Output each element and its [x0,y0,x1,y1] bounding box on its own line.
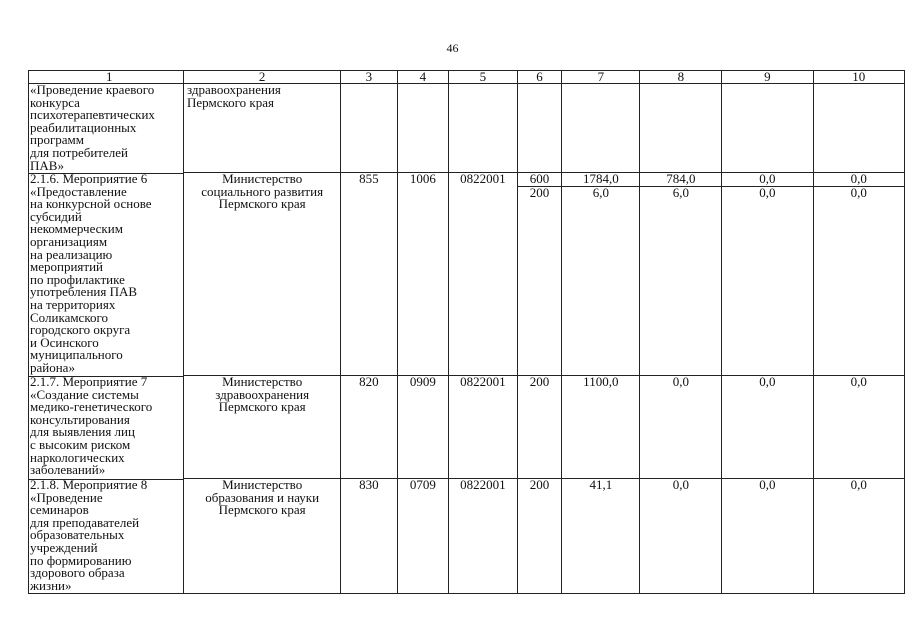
row-4-col9: 0,0 [722,479,813,594]
program-table [183,70,905,594]
row-2-col9-a: 0,0 [759,171,776,186]
header-cell-5: 5 [449,71,518,84]
row-2-col6-a: 600 [529,171,550,186]
row-3-col10: 0,0 [813,376,904,479]
row-3-col3: 820 [341,376,397,479]
header-cell-6: 6 [517,71,562,84]
row-2-col7 [562,173,640,376]
header-cell-3: 3 [341,71,397,84]
row-2-col6 [517,173,562,376]
row-4-col3: 830 [341,479,397,594]
row-4-col4: 0709 [397,479,449,594]
row-2-org: Министерство социального развития Пермского края [184,173,341,376]
page-number: 46 [446,41,459,55]
col1-rule [28,83,183,84]
table-row [184,376,905,479]
row-4-name: 2.1.8. Мероприятие 8 «Проведение семинаров для преподавателей образовательных учреждений по формированию здорового образа жизни» [30,477,148,593]
row-1-col4 [397,84,449,173]
row-4-col7: 41,1 [562,479,640,594]
header-cell-9: 9 [722,71,813,84]
table-row [184,479,905,594]
row-2-col5: 0822001 [449,173,518,376]
row-3-col4: 0909 [397,376,449,479]
row-1-col5 [449,84,518,173]
row-1-col8 [640,84,722,173]
row-2-col7-a: 1784,0 [582,171,619,186]
row-1-col6 [517,84,562,173]
row-2-col3: 855 [341,173,397,376]
row-2-col9 [722,173,813,376]
row-3-name: 2.1.7. Мероприятие 7 «Создание системы медико-генетического консультирования для выявления лиц с высоким риском наркологических заболеваний» [30,374,153,478]
row-3-org: Министерство здравоохранения Пермского края [184,376,341,479]
row-2-col7-b: 6,0 [562,186,639,200]
row-2-col10 [813,173,904,376]
row-1-col9 [722,84,813,173]
row-1-col7 [562,84,640,173]
row-2-col8-a: 784,0 [666,171,696,186]
row-3-col7: 1100,0 [562,376,640,479]
row-1-org: здравоохранения Пермского края [184,84,341,173]
row-4-col10: 0,0 [813,479,904,594]
row-2-col8-b: 6,0 [640,186,721,200]
table-row [184,173,905,376]
header-cell-4: 4 [397,71,449,84]
row-1-name: «Проведение краевого конкурса психотерапевтических реабилитационных программ для потребителей ПАВ» [30,82,155,173]
row-1-col10 [813,84,904,173]
row-3-col5: 0822001 [449,376,518,479]
row-3-col8: 0,0 [640,376,722,479]
row-2-col4: 1006 [397,173,449,376]
row-2-col9-b: 0,0 [722,186,812,200]
row-2-col10-b: 0,0 [814,186,904,200]
col1-rule [28,173,183,174]
row-4-col6: 200 [517,479,562,594]
header-cell-8: 8 [640,71,722,84]
row-3-col9: 0,0 [722,376,813,479]
header-cell-10: 10 [813,71,904,84]
header-cell-7: 7 [562,71,640,84]
row-4-org: Министерство образования и науки Пермского края [184,479,341,594]
row-2-col10-a: 0,0 [850,171,867,186]
header-cell-1: 1 [106,69,113,84]
header-cell-2: 2 [184,71,341,84]
col1-rule [28,479,183,480]
row-2-name: 2.1.6. Мероприятие 6 «Предоставление на конкурсной основе субсидий некоммерческим организациям на реализацию мероприятий по профилактике употребления ПАВ на территориях Соликамского городского округа и Осинского муниципального района» [30,171,152,375]
row-2-col8 [640,173,722,376]
row-1-col3 [341,84,397,173]
row-2-col6-b: 200 [518,186,562,200]
row-4-col5: 0822001 [449,479,518,594]
col1-rule [28,376,183,377]
header-row [184,71,905,84]
table-row [184,84,905,173]
row-4-col8: 0,0 [640,479,722,594]
row-3-col6: 200 [517,376,562,479]
